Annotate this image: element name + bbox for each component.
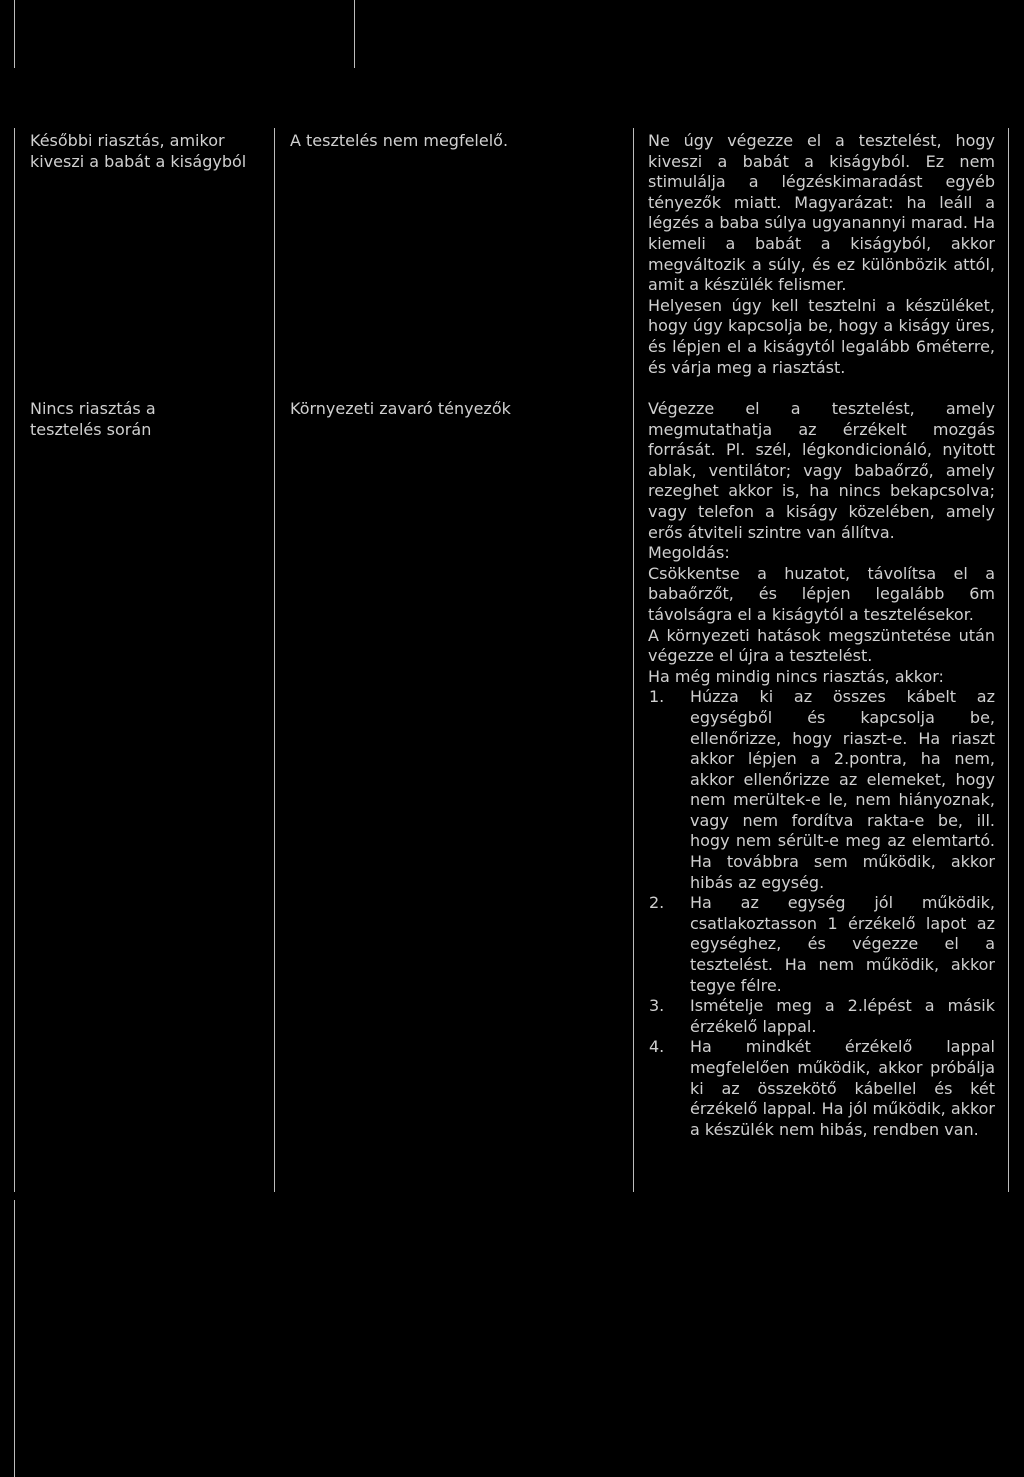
row1-solution-paragraph: Helyesen úgy kell tesztelni a készüléket, hogy úgy kapcsolja be, hogy a kiságy üres, és lépjen el a kiságytól legalább 6méterre, és várja meg a riasztást. (648, 295, 995, 377)
row2-solution (648, 399, 995, 1140)
row1-solution (648, 131, 995, 378)
row2-solution-after: A környezeti hatások megszüntetése után végezze el újra a tesztelést. (648, 625, 995, 666)
troubleshooting-steps (648, 687, 995, 1140)
bottom-left-rule (14, 1200, 15, 1477)
table-left-border (14, 128, 15, 1192)
step-text: Ha az egység jól működik, csatlakoztasson 1 érzékelő lapot az egységhez, és végezze el a tesztelést. Ha nem működik, akkor tegye félre. (690, 893, 995, 995)
row2-solution-if: Ha még mindig nincs riasztás, akkor: (648, 666, 944, 686)
step-number: 2. (649, 893, 665, 913)
row1-solution-paragraph: Ne úgy végezze el a tesztelést, hogy kiveszi a babát a kiságyból. Ez nem stimulálja a légzéskimaradást egyéb tényezők miatt. Magyarázat: ha leáll a légzés a baba súlya ugyanannyi marad. Ha kiemeli a babát a kiságyból, akkor megváltozik a súly, és ez különbözik attól, amit a készülék felismer. (648, 131, 995, 295)
row1-problem: Későbbi riasztás, amikor kiveszi a babát a kiságyból (30, 131, 247, 171)
step-number: 3. (649, 996, 665, 1016)
step-number: 1. (649, 687, 665, 707)
top-left-rule (14, 0, 15, 68)
row2-solution-label: Megoldás: (648, 543, 730, 563)
row2-problem: Nincs riasztás a tesztelés során (30, 399, 156, 439)
step-item (648, 687, 995, 893)
step-number: 4. (649, 1037, 665, 1057)
column-divider-2 (633, 128, 634, 1192)
step-text: Ismételje meg a 2.lépést a másik érzékelő lappal. (690, 996, 995, 1036)
step-text: Húzza ki az összes kábelt az egységből és kapcsolja be, ellenőrizze, hogy riaszt-e. Ha riaszt akkor lépjen a 2.pontra, ha nem, akkor ellenőrizze az elemeket, hogy nem merültek-e le, nem hiányoznak, vagy nem fordítva rakta-e be, ill. hogy nem sérült-e meg az elemtartó. Ha továbbra sem működik, akkor hibás az egység. (690, 687, 995, 892)
step-item (648, 1037, 995, 1140)
step-text: Ha mindkét érzékelő lappal megfelelően működik, akkor próbálja ki az összekötő kábellel és két érzékelő lappal. Ha jól működik, akkor a készülék nem hibás, rendben van. (690, 1037, 995, 1139)
row2-solution-fix: Csökkentse a huzatot, távolítsa el a babaőrzőt, és lépjen legalább 6m távolságra el a kiságytól a tesztelésekor. (648, 563, 995, 624)
row2-cause: Környezeti zavaró tényezők (290, 399, 511, 418)
table-right-border (1008, 128, 1009, 1192)
row1-cause: A tesztelés nem megfelelő. (290, 131, 509, 150)
step-item (648, 996, 995, 1037)
row2-solution-intro: Végezze el a tesztelést, amely megmutathatja az érzékelt mozgás forrását. Pl. szél, légkondicionáló, nyitott ablak, ventilátor; vagy babaőrző, amely rezeghet akkor is, ha nincs bekapcsolva; vagy telefon a kiságy közelében, amely erős átviteli szintre van állítva. (648, 399, 995, 542)
column-divider-1 (274, 128, 275, 1192)
top-middle-rule (354, 0, 355, 68)
step-item (648, 893, 995, 996)
